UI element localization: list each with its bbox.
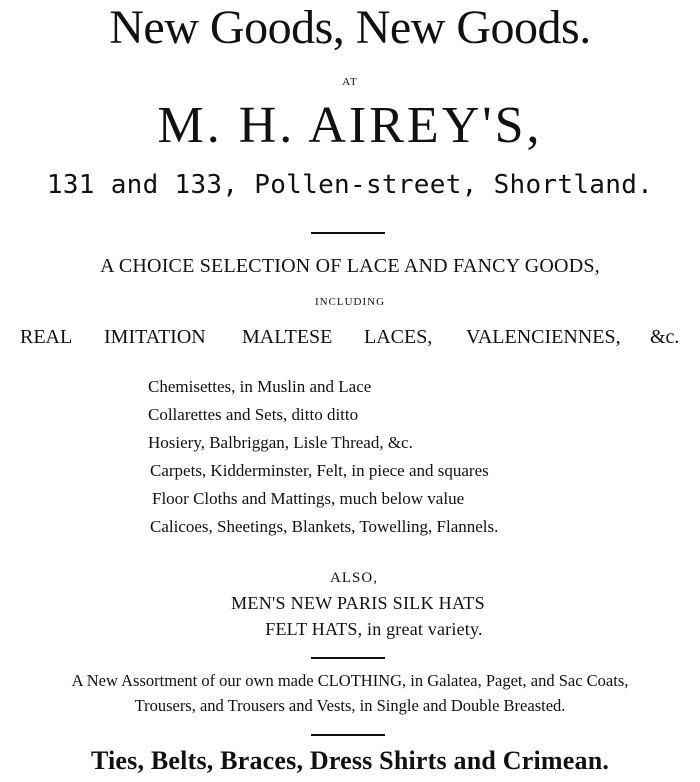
including-label: INCLUDING: [314, 296, 386, 308]
selection-heading: A CHOICE SELECTION OF LACE AND FANCY GOODS,: [100, 255, 600, 277]
headline: New Goods, New Goods.: [109, 1, 591, 54]
divider-rule: [311, 734, 385, 736]
list-item: Collarettes and Sets, ditto ditto: [148, 405, 359, 424]
divider-rule: [311, 232, 385, 234]
lace-type: LACES,: [364, 326, 433, 348]
footer-line: Ties, Belts, Braces, Dress Shirts and Crimean.: [90, 746, 610, 775]
merchant-name: M. H. AIREY'S,: [157, 97, 543, 154]
merchant-address: 131 and 133, Pollen-street, Shortland.: [46, 170, 654, 200]
at-label: AT: [342, 76, 358, 88]
list-item: Calicoes, Sheetings, Blankets, Towelling, Flannels.: [150, 517, 499, 536]
clothing-line: Trousers, and Trousers and Vests, in Single and Double Breasted.: [134, 696, 566, 715]
lace-type: &c.: [650, 326, 680, 348]
list-item: Carpets, Kidderminster, Felt, in piece and squares: [150, 461, 489, 480]
hats-line: MEN'S NEW PARIS SILK HATS: [231, 593, 485, 613]
list-item: Hosiery, Balbriggan, Lisle Thread, &c.: [148, 433, 413, 452]
lace-type: IMITATION: [104, 326, 206, 348]
divider-rule: [311, 657, 385, 659]
lace-type: REAL: [20, 326, 73, 348]
also-label: ALSO,: [330, 570, 378, 586]
hats-line: FELT HATS, in great variety.: [265, 619, 483, 639]
list-item: Chemisettes, in Muslin and Lace: [148, 377, 372, 396]
lace-types-row: [0, 326, 700, 352]
lace-type: VALENCIENNES,: [466, 326, 621, 348]
list-item: Floor Cloths and Mattings, much below value: [152, 489, 465, 508]
clothing-line: A New Assortment of our own made CLOTHING, in Galatea, Paget, and Sac Coats,: [71, 671, 629, 690]
lace-type: MALTESE: [242, 326, 333, 348]
